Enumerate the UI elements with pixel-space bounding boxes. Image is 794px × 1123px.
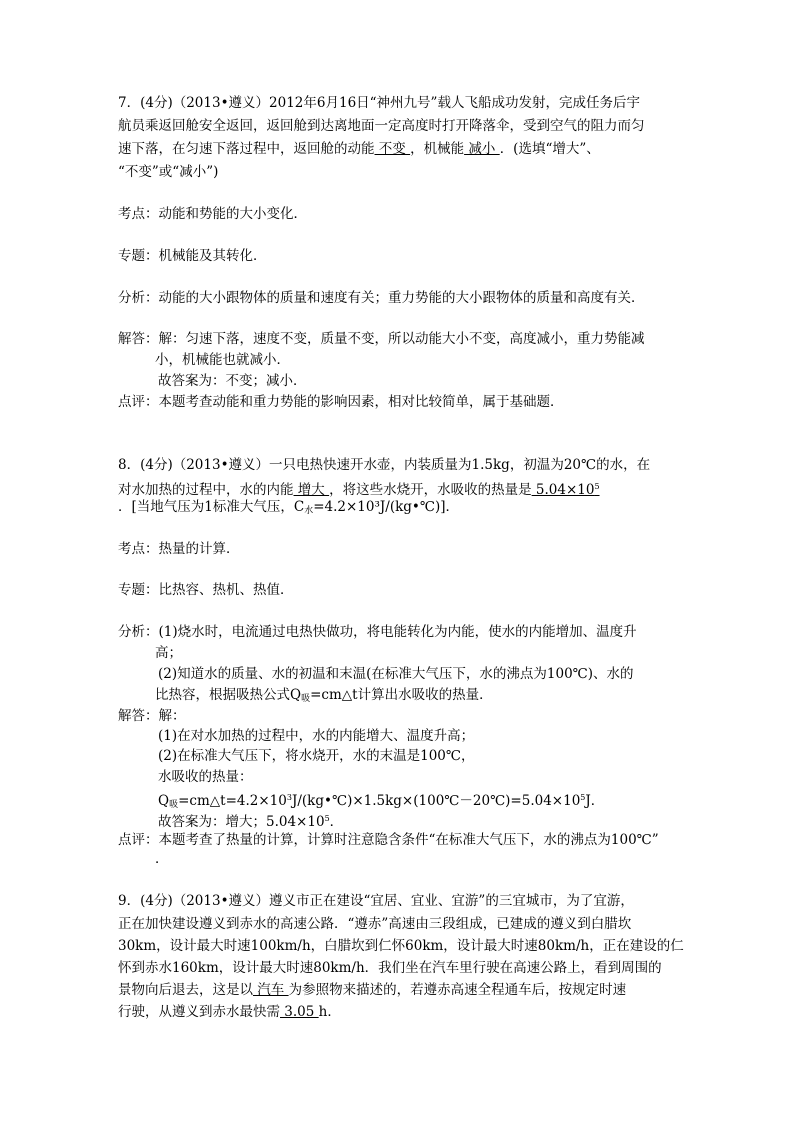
- q7-kaodian: 考点：动能和势能的大小变化．: [118, 206, 307, 222]
- q8-jieda-line-3: (2)在标准大气压下，将水烧开，水的末温是100℃，: [158, 748, 475, 764]
- q9-stem-line-4: 怀到赤水160km，设计最大时速80km/h．我们坐在汽车里行驶在高速公路上，看到周围的: [118, 960, 662, 976]
- q8-text: J．: [585, 793, 605, 809]
- q8-text: ，将这些水烧开，水吸收的热量是: [329, 482, 532, 498]
- q8-text: ．[当地气压为1标准大气压，C: [118, 499, 305, 515]
- q8-jieda-answer: [158, 809, 343, 829]
- q8-fenxi-line-3: (2)知道水的质量、水的初温和末温(在标准大气压下，水的沸点为100℃)、水的: [158, 666, 634, 682]
- q9-stem-line-2: 正在加快建设遵义到赤水的高速公路．“遵赤”高速由三段组成，已建成的遵义到白腊坎: [118, 916, 632, 932]
- q7-stem-line-4: “不变”或“减小”): [118, 164, 219, 180]
- q7-stem-line-1: 7．(4分)（2013•遵义）2012年6月16日“神州九号”载人飞船成功发射，完成任务后宇: [118, 95, 640, 111]
- q7-jieda-line-1: 解答：解：匀速下落，速度不变，质量不变，所以动能大小不变，高度减小，重力势能减: [118, 331, 645, 347]
- q9-answer-blank-1: 汽车: [253, 982, 289, 998]
- q8-text: =4.2×10³J/(kg•℃)]．: [313, 499, 460, 515]
- q9-stem-line-5: [118, 980, 626, 1000]
- q8-subscript: 吸: [169, 800, 179, 810]
- q9-text: h．: [318, 1004, 341, 1020]
- q8-subscript: 吸: [301, 694, 311, 704]
- q7-fenxi: 分析：动能的大小跟物体的质量和速度有关；重力势能的大小跟物体的质量和高度有关．: [118, 290, 645, 306]
- q8-dianping-line-2: ．: [155, 851, 169, 867]
- q8-zhuanti: 专题：比热容、热机、热值．: [118, 582, 294, 598]
- q8-text: 对水加热的过程中，水的内能: [118, 482, 294, 498]
- q7-jieda-line-2: 小，机械能也就减小．: [155, 352, 290, 368]
- q8-exponent: 5: [580, 793, 586, 802]
- q8-stem-line-1: 8．(4分)（2013•遵义）一只电热快速开水壶，内装质量为1.5kg，初温为20℃的水，在: [118, 457, 651, 473]
- q8-text: J/(kg•℃)×1.5kg×(100℃－20℃)=5.04×10: [291, 793, 581, 809]
- q8-text: ．: [329, 814, 344, 830]
- q8-exponent: 3: [286, 793, 292, 802]
- q8-text: =cm△t=4.2×10: [178, 793, 287, 809]
- q8-stem-line-3: [118, 497, 459, 517]
- q7-stem-line-3: [118, 139, 600, 159]
- q9-text: 为参照物来描述的，若遵赤高速全程通车后，按规定时速: [288, 982, 627, 998]
- q7-zhuanti: 专题：机械能及其转化．: [118, 248, 267, 264]
- q8-blank2-exponent: 5: [594, 482, 600, 491]
- q8-text: 比热容，根据吸热公式Q: [155, 687, 302, 703]
- q9-text: 行驶，从遵义到赤水最快需: [118, 1004, 280, 1020]
- q8-blank2-value: 5.04×10: [531, 482, 595, 498]
- q7-answer-blank-1: 不变: [374, 141, 411, 157]
- q9-stem-line-6: [118, 1002, 341, 1022]
- q8-jieda-line-4: 水吸收的热量：: [158, 769, 253, 785]
- q8-jieda-formula: [158, 788, 604, 808]
- q8-subscript: 水: [304, 506, 314, 516]
- q7-jieda-answer: 故答案为：不变；减小．: [158, 373, 307, 389]
- q7-text: 速下落，在匀速下落过程中，返回舱的动能: [118, 141, 375, 157]
- q8-text: 故答案为：增大；5.04×10: [158, 814, 325, 830]
- q7-text: ，机械能: [410, 141, 465, 157]
- q8-fenxi-line-2: 高；: [155, 645, 182, 661]
- q8-fenxi-line-4: [155, 685, 493, 705]
- q8-exponent: 5: [324, 814, 330, 823]
- q8-dianping-line-1: 点评：本题考查了热量的计算，计算时注意隐含条件“在标准大气压下，水的沸点为100℃”: [118, 832, 659, 848]
- q8-text: =cm△t计算出水吸收的热量．: [310, 687, 493, 703]
- q7-answer-blank-2: 减小: [464, 141, 500, 157]
- q8-answer-blank-1: 增大: [293, 482, 330, 498]
- q8-kaodian: 考点：热量的计算．: [118, 541, 240, 557]
- q7-stem-line-2: 航员乘返回舱安全返回，返回舱到达离地面一定高度时打开降落伞，受到空气的阻力而匀: [118, 118, 645, 134]
- q8-text: Q: [158, 793, 170, 809]
- q8-stem-line-2: [118, 477, 600, 497]
- q9-stem-line-1: 9．(4分)（2013•遵义）遵义市正在建设“宜居、宜业、宜游”的三宜城市，为了宜游，: [118, 893, 634, 909]
- q8-answer-blank-2: [532, 482, 600, 498]
- q9-stem-line-3: 30km，设计最大时速100km/h，白腊坎到仁怀60km，设计最大时速80km/h，正在建设的仁: [118, 938, 684, 954]
- q9-answer-blank-2: 3.05: [280, 1004, 319, 1020]
- q8-fenxi-line-1: 分析：(1)烧水时，电流通过电热快做功，将电能转化为内能，使水的内能增加、温度升: [118, 624, 637, 640]
- q7-text: ．(选填“增大”、: [499, 141, 600, 157]
- q8-jieda-line-1: 解答：解：: [118, 708, 186, 724]
- q7-dianping: 点评：本题考查动能和重力势能的影响因素，相对比较简单，属于基础题．: [118, 394, 564, 410]
- q8-jieda-line-2: (1)在对水加热的过程中，水的内能增大、温度升高；: [158, 728, 475, 744]
- q9-text: 景物向后退去，这是以: [118, 982, 253, 998]
